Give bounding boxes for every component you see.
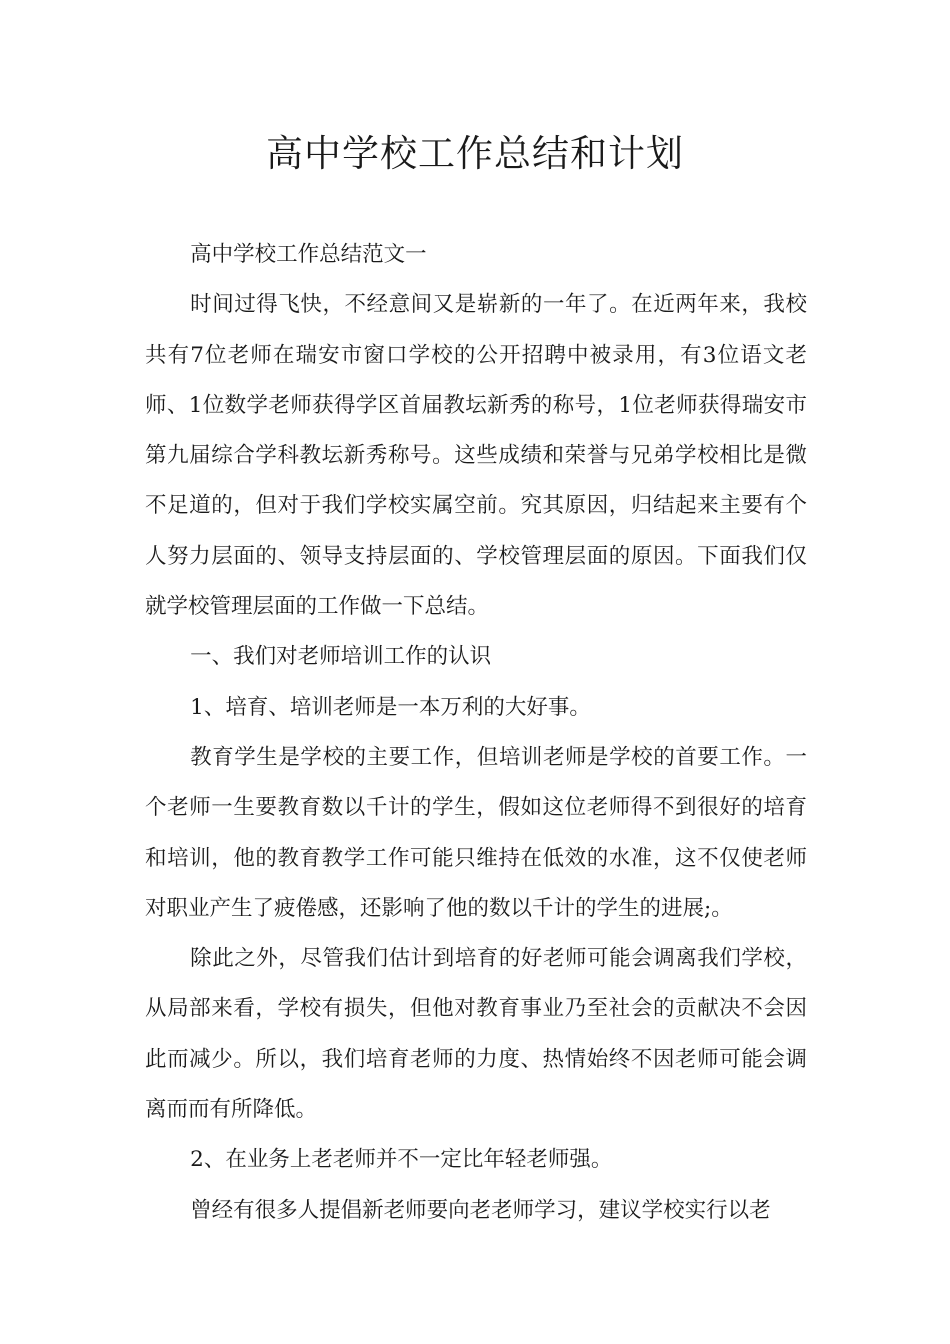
paragraph: 曾经有很多人提倡新老师要向老老师学习，建议学校实行以老 [190, 1197, 771, 1223]
section-heading: 一、我们对老师培训工作的认识 [190, 644, 492, 670]
paragraph: 除此之外，尽管我们估计到培育的好老师可能会调离我们学校，从局部来看，学校有损失，但他对教育事业乃至社会的贡献决不会因此而减少。所以，我们培育老师的力度、热情始终不因老师可能会调离而而有所降低。 [145, 946, 807, 1123]
document-body [145, 230, 807, 1236]
paragraph: 教育学生是学校的主要工作，但培训老师是学校的首要工作。一个老师一生要教育数以千计的学生，假如这位老师得不到很好的培育和培训，他的教育教学工作可能只维持在低效的水准，这不仅使老师对职业产生了疲倦感，还影响了他的数以千计的学生的进展;。 [145, 744, 807, 921]
subsection-heading: 2、在业务上老老师并不一定比年轻老师强。 [190, 1147, 613, 1173]
subsection-heading: 1、培育、培训老师是一本万利的大好事。 [190, 694, 591, 720]
paragraph: 时间过得飞快，不经意间又是崭新的一年了。在近两年来，我校共有7位老师在瑞安市窗口学校的公开招聘中被录用，有3位语文老师、1位数学老师获得学区首届教坛新秀的称号，1位老师获得瑞安市第九届综合学科教坛新秀称号。这些成绩和荣誉与兄弟学校相比是微不足道的，但对于我们学校实属空前。究其原因，归结起来主要有个人努力层面的、领导支持层面的、学校管理层面的原因。下面我们仅就学校管理层面的工作做一下总结。 [145, 292, 807, 620]
section-heading: 高中学校工作总结范文一 [190, 242, 427, 267]
document-title: 高中学校工作总结和计划 [266, 132, 684, 175]
